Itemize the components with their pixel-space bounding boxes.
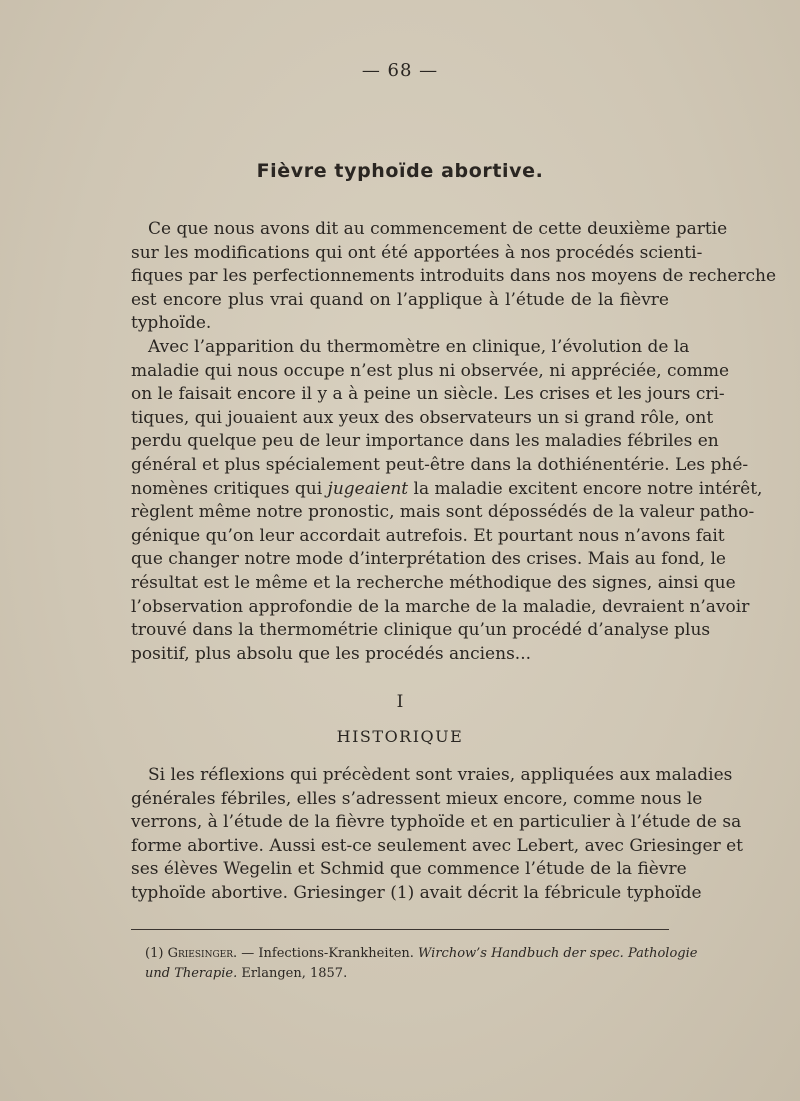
text-line: positif, plus absolu que les procédés anciens... bbox=[131, 643, 532, 664]
text-line: perdu quelque peu de leur importance dans les maladies fébriles en bbox=[131, 431, 719, 452]
text-line: trouvé dans la thermométrie clinique qu’un procédé d’analyse plus bbox=[131, 620, 711, 641]
chapter-numeral: I bbox=[396, 692, 404, 712]
text-line: maladie qui nous occupe n’est plus ni observée, ni appréciée, comme bbox=[131, 360, 730, 381]
footnote-line bbox=[145, 964, 669, 984]
text-line: fiques par les perfectionnements introduits dans nos moyens de recherche bbox=[131, 266, 777, 287]
text-line: génique qu’on leur accordait autrefois. Et pourtant nous n’avons fait bbox=[131, 525, 725, 546]
text-line: que changer notre mode d’interprétation des crises. Mais au fond, le bbox=[131, 549, 726, 570]
footnote bbox=[145, 944, 698, 984]
text-line: sur les modifications qui ont été apportées à nos procédés scienti- bbox=[131, 242, 703, 263]
text-line: on le faisait encore il y a à peine un siècle. Les crises et les jours cri- bbox=[131, 384, 725, 405]
text-line: typhoïde abortive. Griesinger (1) avait décrit la fébricule typhoïde bbox=[131, 882, 702, 903]
footnote-divider bbox=[131, 929, 669, 930]
footnote-ref: (1) bbox=[145, 946, 164, 961]
text-line: règlent même notre pronostic, mais sont dépossédés de la valeur patho- bbox=[131, 502, 755, 523]
text-line bbox=[131, 478, 763, 502]
text-line: général et plus spécialement peut-être dans la dothiénentérie. Les phé- bbox=[131, 454, 749, 475]
section-title: Fièvre typhoïde abortive. bbox=[256, 160, 544, 182]
page-number: — 68 — bbox=[361, 60, 439, 81]
footnote-source-continued: und Therapie. bbox=[145, 966, 238, 981]
text-fragment: nomènes critiques qui bbox=[131, 478, 328, 499]
paragraph-thermometer bbox=[131, 336, 763, 666]
text-line: typhoïde. bbox=[131, 313, 212, 334]
text-fragment: la maladie excitent encore notre intérêt, bbox=[408, 478, 763, 499]
footnote-author: Griesinger. bbox=[167, 946, 238, 961]
text-line: Si les réflexions qui précèdent sont vraies, appliquées aux maladies bbox=[148, 765, 733, 785]
text-line: l’observation approfondie de la marche de la maladie, devraient n’avoir bbox=[131, 596, 750, 617]
italic-word: jugeaient bbox=[327, 478, 409, 499]
text-line: forme abortive. Aussi est-ce seulement avec Lebert, avec Griesinger et bbox=[131, 835, 743, 856]
chapter-title: HISTORIQUE bbox=[336, 727, 464, 746]
text-line: résultat est le même et la recherche méthodique des signes, ainsi que bbox=[131, 572, 736, 593]
footnote-source: Wirchow’s Handbuch der spec. Pathologie bbox=[418, 946, 698, 961]
text-line: verrons, à l’étude de la fièvre typhoïde et en particulier à l’étude de sa bbox=[131, 812, 742, 833]
text-line: est encore plus vrai quand on l’applique à l’étude de la fièvre bbox=[131, 289, 669, 310]
text-line: Avec l’apparition du thermomètre en clinique, l’évolution de la bbox=[148, 337, 690, 357]
paragraph-historique bbox=[131, 764, 743, 906]
paragraph-intro bbox=[131, 218, 777, 336]
footnote-line bbox=[145, 944, 698, 964]
footnote-title: — Infections-Krankheiten. bbox=[237, 946, 419, 961]
text-line: tiques, qui jouaient aux yeux des observateurs un si grand rôle, ont bbox=[131, 407, 714, 428]
footnote-publication: Erlangen, 1857. bbox=[237, 966, 348, 981]
text-line: ses élèves Wegelin et Schmid que commence l’étude de la fièvre bbox=[131, 859, 687, 880]
text-line: Ce que nous avons dit au commencement de cette deuxième partie bbox=[148, 219, 728, 239]
text-line: générales fébriles, elles s’adressent mieux encore, comme nous le bbox=[131, 788, 703, 809]
